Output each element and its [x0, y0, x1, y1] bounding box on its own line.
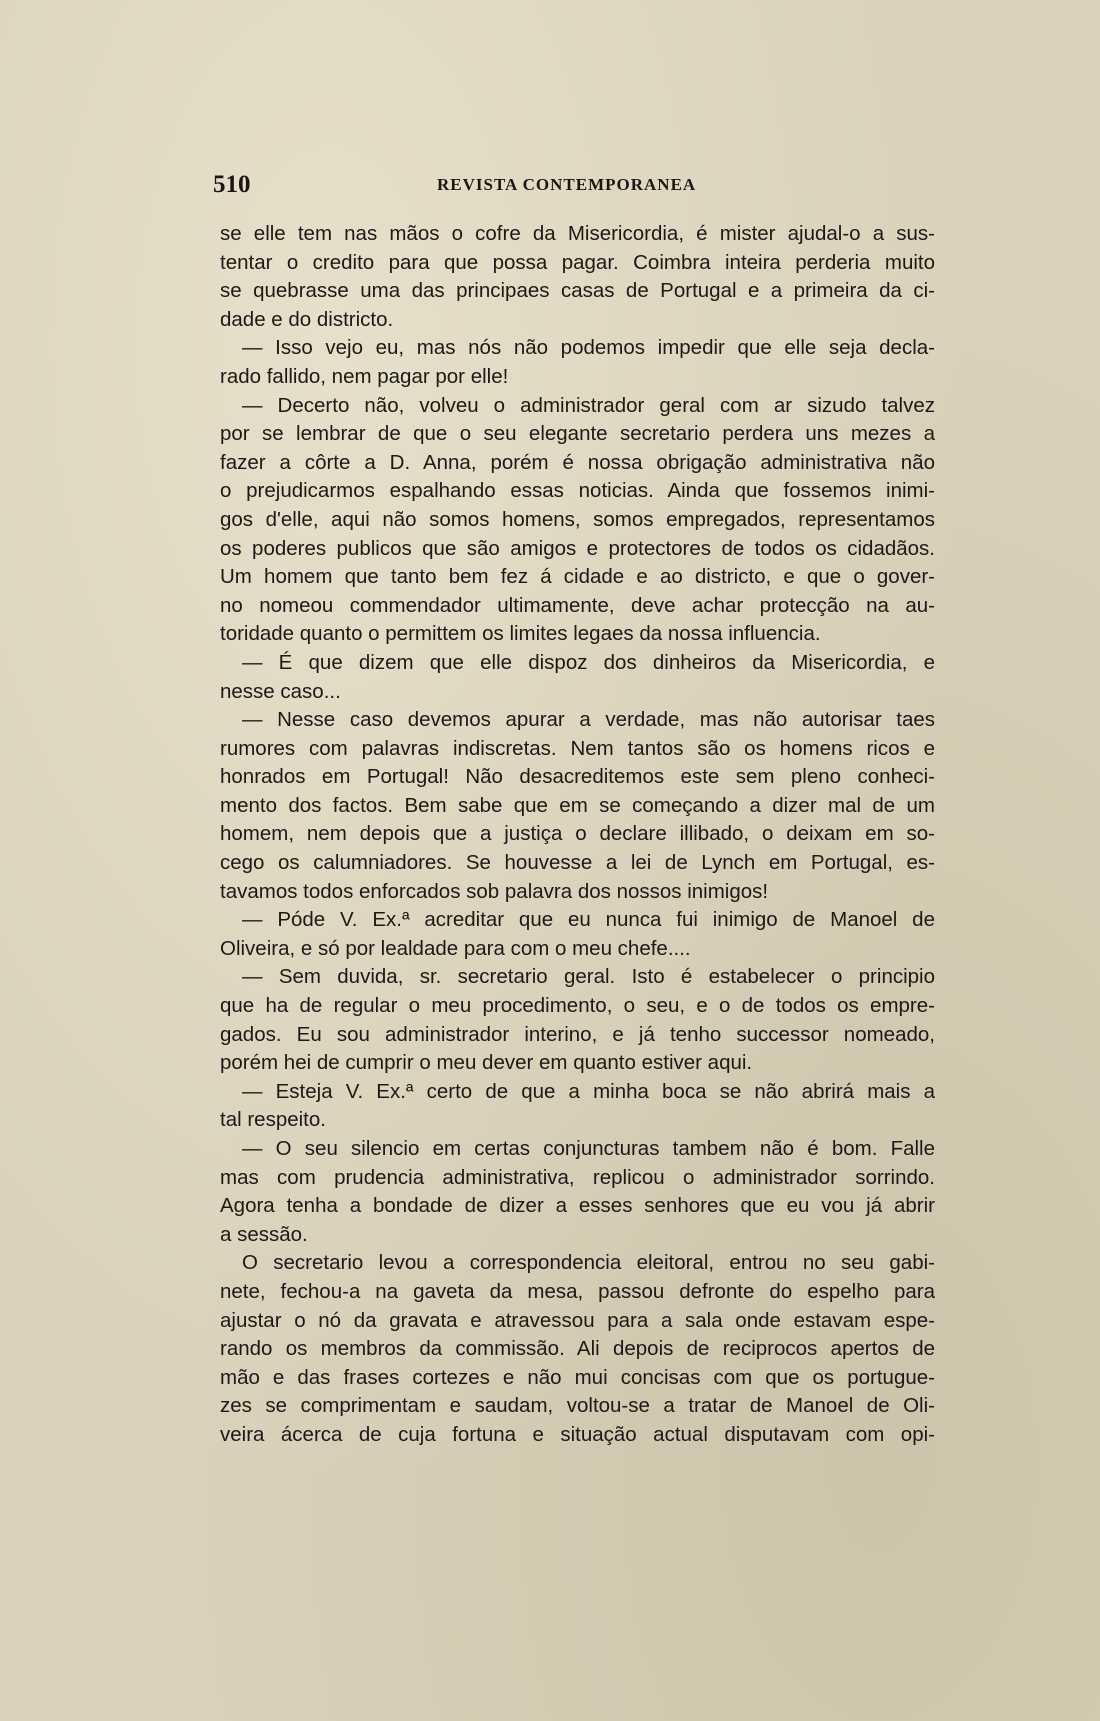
text-line: se quebrasse uma das principaes casas de Portugal e a primeira da ci- — [220, 279, 935, 303]
page-number: 510 — [213, 171, 251, 198]
page-header — [213, 171, 933, 203]
text-line: Agora tenha a bondade de dizer a esses senhores que eu vou já abrir — [220, 1194, 935, 1218]
text-line: nete, fechou-a na gaveta da mesa, passou defronte do espelho para — [220, 1279, 935, 1303]
text-line: mão e das frases cortezes e não mui concisas com que os portugue- — [220, 1365, 935, 1389]
text-line: mas com prudencia administrativa, replicou o administrador sorrindo. — [220, 1165, 935, 1189]
text-line: dade e do districto. — [220, 307, 394, 331]
text-line: O secretario levou a correspondencia eleitoral, entrou no seu gabi- — [242, 1251, 935, 1275]
text-line: rando os membros da commissão. Ali depois de reciprocos apertos de — [220, 1337, 935, 1361]
body-text — [220, 220, 935, 1450]
text-line: se elle tem nas mãos o cofre da Misericordia, é mister ajudal-o a sus- — [220, 222, 935, 245]
text-line: rumores com palavras indiscretas. Nem tantos são os homens ricos e — [220, 736, 935, 760]
text-line: — É que dizem que elle dispoz dos dinheiros da Misericordia, e — [242, 650, 935, 674]
text-line: a sessão. — [220, 1222, 308, 1246]
text-line: gados. Eu sou administrador interino, e já tenho successor nomeado, — [220, 1022, 935, 1046]
text-line: que ha de regular o meu procedimento, o seu, e o de todos os empre- — [220, 994, 935, 1018]
text-line: mento dos factos. Bem sabe que em se começando a dizer mal de um — [220, 793, 935, 817]
text-line: rado fallido, nem pagar por elle! — [220, 364, 509, 388]
text-line: tavamos todos enforcados sob palavra dos nossos inimigos! — [220, 879, 769, 903]
text-line: nesse caso... — [220, 679, 341, 703]
text-line: ajustar o nó da gravata e atravessou para a sala onde estavam espe- — [220, 1308, 935, 1332]
text-line: Oliveira, e só por lealdade para com o meu chefe.... — [220, 936, 691, 960]
text-line: veira ácerca de cuja fortuna e situação actual disputavam com opi- — [220, 1422, 935, 1446]
text-line: tal respeito. — [220, 1108, 326, 1132]
text-line: — Isso vejo eu, mas nós não podemos impedir que elle seja decla- — [242, 336, 935, 360]
text-line: o prejudicarmos espalhando essas noticias. Ainda que fossemos inimi- — [220, 479, 935, 503]
text-line: — Decerto não, volveu o administrador geral com ar sizudo talvez — [242, 393, 935, 417]
text-line: toridade quanto o permittem os limites legaes da nossa influencia. — [220, 622, 821, 646]
text-line: — O seu silencio em certas conjuncturas tambem não é bom. Falle — [242, 1137, 935, 1160]
text-line: fazer a côrte a D. Anna, porém é nossa obrigação administrativa não — [220, 450, 935, 474]
text-line: — Póde V. Ex.ª acreditar que eu nunca fui inimigo de Manoel de — [242, 908, 935, 932]
text-line: — Esteja V. Ex.ª certo de que a minha boca se não abrirá mais a — [242, 1079, 935, 1103]
text-line: zes se comprimentam e saudam, voltou-se a tratar de Manoel de Oli- — [220, 1394, 935, 1418]
text-line: Um homem que tanto bem fez á cidade e ao districto, e que o gover- — [220, 565, 935, 589]
text-line: no nomeou commendador ultimamente, deve achar protecção na au- — [220, 593, 935, 617]
running-title: REVISTA CONTEMPORANEA — [437, 175, 697, 194]
text-line: porém hei de cumprir o meu dever em quanto estiver aqui. — [220, 1051, 753, 1075]
text-line: gos d'elle, aqui não somos homens, somos empregados, representamos — [220, 507, 935, 531]
text-line: por se lembrar de que o seu elegante secretario perdera uns mezes a — [220, 422, 935, 446]
text-line: tentar o credito para que possa pagar. Coimbra inteira perderia muito — [220, 250, 935, 274]
text-line: — Sem duvida, sr. secretario geral. Isto é estabelecer o principio — [242, 965, 935, 989]
text-line: — Nesse caso devemos apurar a verdade, mas não autorisar taes — [242, 708, 935, 732]
text-line: cego os calumniadores. Se houvesse a lei de Lynch em Portugal, es- — [220, 851, 935, 875]
text-line: os poderes publicos que são amigos e protectores de todos os cidadãos. — [220, 536, 935, 560]
text-line: honrados em Portugal! Não desacreditemos este sem pleno conheci- — [220, 765, 935, 789]
text-line: homem, nem depois que a justiça o declare illibado, o deixam em so- — [220, 822, 935, 846]
